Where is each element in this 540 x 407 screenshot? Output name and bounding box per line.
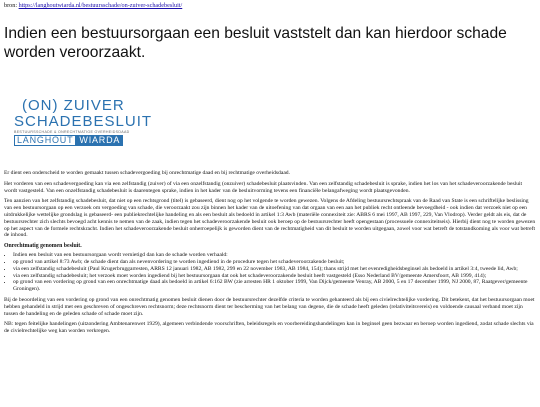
bullet-list [4, 252, 536, 293]
logo-brand [14, 135, 174, 145]
source-label: bron: [4, 2, 18, 9]
paragraph-intro: Er dient een onderscheid te worden gemaakt tussen schadevergoeding bij onrechtmatige daad en bij rechtmatige overheidsdaad. [4, 170, 291, 176]
list-item: • op grond van artikel 8:73 Awb; de schade dient dan als nevenvordering te worden ingediend in de procedure tegen het schadeveroorzakende besluit; [13, 259, 536, 266]
logo-line2: SCHADEBESLUIT [14, 113, 153, 130]
paragraph-1: Het vorderen van een schadevergoeding kan via een zelfstandig (zuiver) of via een onzelfstandig (onzuiver) schadebesluit plaatsvinden. Van een zelfstandig schadebesluit is sprake, indien het los van het schadeveroorzakende besluit wordt vastgesteld. Van een onzelfstandig schadebesluit is daarentegen sprake, indien in het kader van de besluitvorming tevens een financiële belangafweging wordt plaatsgevonden. [4, 180, 523, 194]
paragraph-4: NB: tegen feitelijke handelingen (uitzondering Ambtenarenwet 1929), algemeen verbindende voorschriften, beleidsregels en voorbereidingshandelingen kan in beginsel geen bezwaar en beroep worden ingediend, zodat schade slechts via de civielrechtelijke weg kan worden verkregen. [4, 321, 534, 335]
list-item: • via een zelfstandig schadebesluit; het verzoek moet worden ingediend bij het bestuursorgaan dat ook het schadeveroorzakende besluit heeft vastgesteld (Esso Nederland BV/gemeente Amersfoort, AB 1999, 414); [13, 273, 536, 280]
list-item: • Indien een besluit van een bestuursorgaan wordt vernietigd dan kan de schade worden verhaald: [13, 252, 536, 259]
logo-line1: (ON) ZUIVER [22, 97, 125, 114]
paragraph-2: Ten aanzien van het zelfstandig schadebesluit, dat niet op een rechtsgrond (titel) is gebaseerd, dient nog op het volgende te worden gewezen. Volgens de Afdeling bestuursrechtspraak van de Raad van State is een schriftelijke beslissing van een bestuursorgaan op een verzoek om vergoeding van schade, die veroorzaakt zou zijn binnen het kader van de uitoefening van dat orgaan van een aan het publiek recht ontleende bevoegdheid - ook indien dat verzoek niet op een uitdrukkelijke wettelijke grondslag is gebaseerd- een publiekrechtelijke handeling en als een besluit als bedoeld in artikel 1:3 Awb (materiële connexiteit zie: ABRS 6 mei 1997, AB 1997, 229, Van Vlodrop). Verder geldt als eis, dat de bestuursrechter zich slechts bevoegd acht kennis te nemen van de zaak, indien tegen het schadeveroorzakende besluit ook beroep op de bestuursrechter heeft opengestaan (processuele connexiteitseis). Hierbij dient nog te worden gewezen op het aspect van de formele rechtskracht. Indien het schadeveroorzakende besluit onherroepelijk is geworden dient van de rechtmatigheid van dit besluit te worden uitgegaan, zowel voor wat betreft de totstandkoming als voor wat betreft de inhoud. [4, 198, 536, 239]
paragraph-3: Bij de beoordeling van een vordering op grond van een onrechtmatig genomen besluit dienen door de bestuursrechter dezelfde criteria te worden gehanteerd als bij een civielrechtelijke vordering. Dit betekent, dat het bestuursorgaan moet hebben gehandeld in strijd met een geschreven of ongeschreven rechtsnorm; deze rechtsnorm dient ter bescherming van het belang van degene, die de schade heeft geleden (relativiteitsvereis) en voldoende causaal verband moet zijn tussen de handeling en de geleden schade of schade moet zijn. [4, 296, 535, 317]
list-item: • op grond van een vordering op grond van een onrechtmatige daad als bedoeld in artikel 6:162 BW (zie arresten HR 1 oktober 1999, Van Dijck/gemeente Venray, AB 2000, 5 en 17 december 1999, NJ 2000, 87, Raatgever/gemeente Groningen). [13, 279, 536, 293]
logo-brand-right: WIARDA [76, 135, 123, 146]
source-line [4, 2, 536, 10]
logo [14, 98, 174, 154]
source-link[interactable]: https://langhoutwiarda.nl/bestuursschade/on-zuiver-schadebesluit/ [18, 2, 183, 9]
logo-brand-left: LANGHOUT [14, 135, 76, 146]
section-heading: Onrechtmatig genomen besluit. [4, 243, 82, 250]
page-title: Indien een bestuursorgaan een besluit vaststelt dan kan hierdoor schade worden veroorzaakt. [4, 25, 507, 61]
list-item: • via een zelfstandig schadebesluit (Paul Krugerbruggarresten, ARRS 12 januari 1982, AB 1982, 299 en 22 november 1983, AB 1984, 154); thans strijd met het evenredigheidsbeginsel als bedoeld in artikel 3:4, tweede lid, Awb; [13, 266, 536, 273]
document-page [0, 2, 540, 407]
logo-tagline: BESTUURSSCHADE & ONRECHTMATIGE OVERHEIDSDAAD [14, 130, 130, 134]
